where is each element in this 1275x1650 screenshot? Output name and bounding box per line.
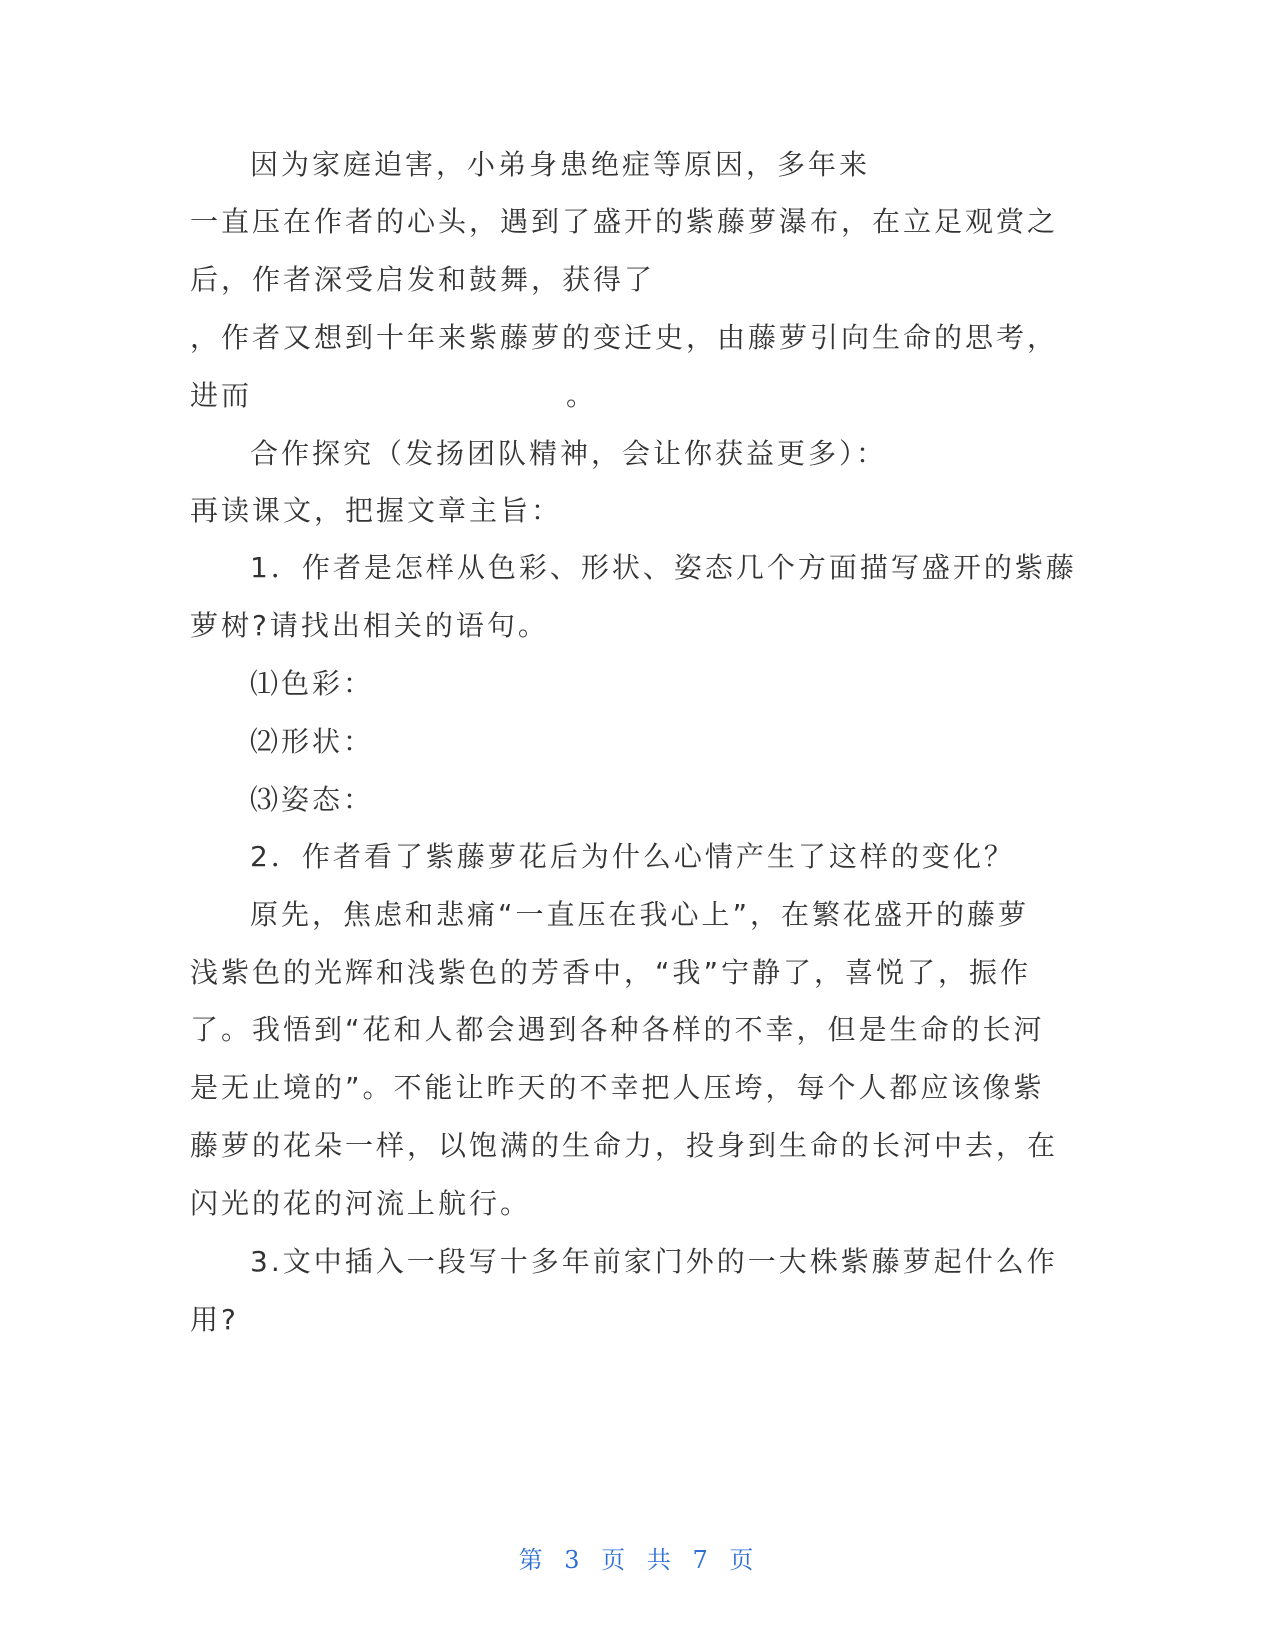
text-line: 藤萝的花朵一样，以饱满的生命力，投身到生命的长河中去，在 (190, 1129, 1059, 1162)
text-line: 后，作者深受启发和鼓舞，获得了 (190, 263, 656, 296)
footer-page-label: 页 (601, 1546, 629, 1574)
total-pages-number: 7 (692, 1546, 711, 1574)
text-line: ，作者又想到十年来紫藤萝的变迁史，由藤萝引向生命的思考， (190, 321, 1059, 354)
text-line: ⑵形状： (250, 725, 375, 758)
text-line: 原先，焦虑和悲痛“一直压在我心上”，在繁花盛开的藤萝 (250, 898, 1030, 931)
text-line: 再读课文，把握文章主旨： (190, 494, 563, 527)
text-line: 进而 (190, 379, 253, 412)
text-line: 合作探究（发扬团队精神，会让你获益更多）： (250, 437, 888, 470)
text-line: 了。我悟到“花和人都会遇到各种各样的不幸，但是生命的长河 (190, 1013, 1045, 1046)
text-line: 2．作者看了紫藤萝花后为什么心情产生了这样的变化？ (250, 840, 1015, 873)
page-footer (0, 1540, 1275, 1575)
text-line: 浅紫色的光辉和浅紫色的芳香中，“我”宁静了，喜悦了，振作 (190, 956, 1032, 989)
text-line: 。 (566, 379, 598, 412)
current-page-number: 3 (564, 1546, 583, 1574)
footer-prefix: 第 (518, 1546, 546, 1574)
text-line: 闪光的花的河流上航行。 (190, 1187, 532, 1220)
footer-suffix: 页 (729, 1546, 757, 1574)
text-line: 1．作者是怎样从色彩、形状、姿态几个方面描写盛开的紫藤 (250, 551, 1077, 584)
text-line: 用? (190, 1303, 239, 1336)
footer-total-prefix: 共 (646, 1546, 674, 1574)
text-line: 3.文中插入一段写十多年前家门外的一大株紫藤萝起什么作 (250, 1245, 1058, 1278)
text-line: 是无止境的”。不能让昨天的不幸把人压垮，每个人都应该像紫 (190, 1071, 1045, 1104)
text-line: ⑴色彩： (250, 667, 375, 700)
text-line: ⑶姿态： (250, 783, 375, 816)
text-line: 一直压在作者的心头，遇到了盛开的紫藤萝瀑布，在立足观赏之 (190, 205, 1059, 238)
text-line: 因为家庭迫害，小弟身患绝症等原因，多年来 (250, 148, 871, 181)
text-line: 萝树?请找出相关的语句。 (190, 609, 549, 642)
